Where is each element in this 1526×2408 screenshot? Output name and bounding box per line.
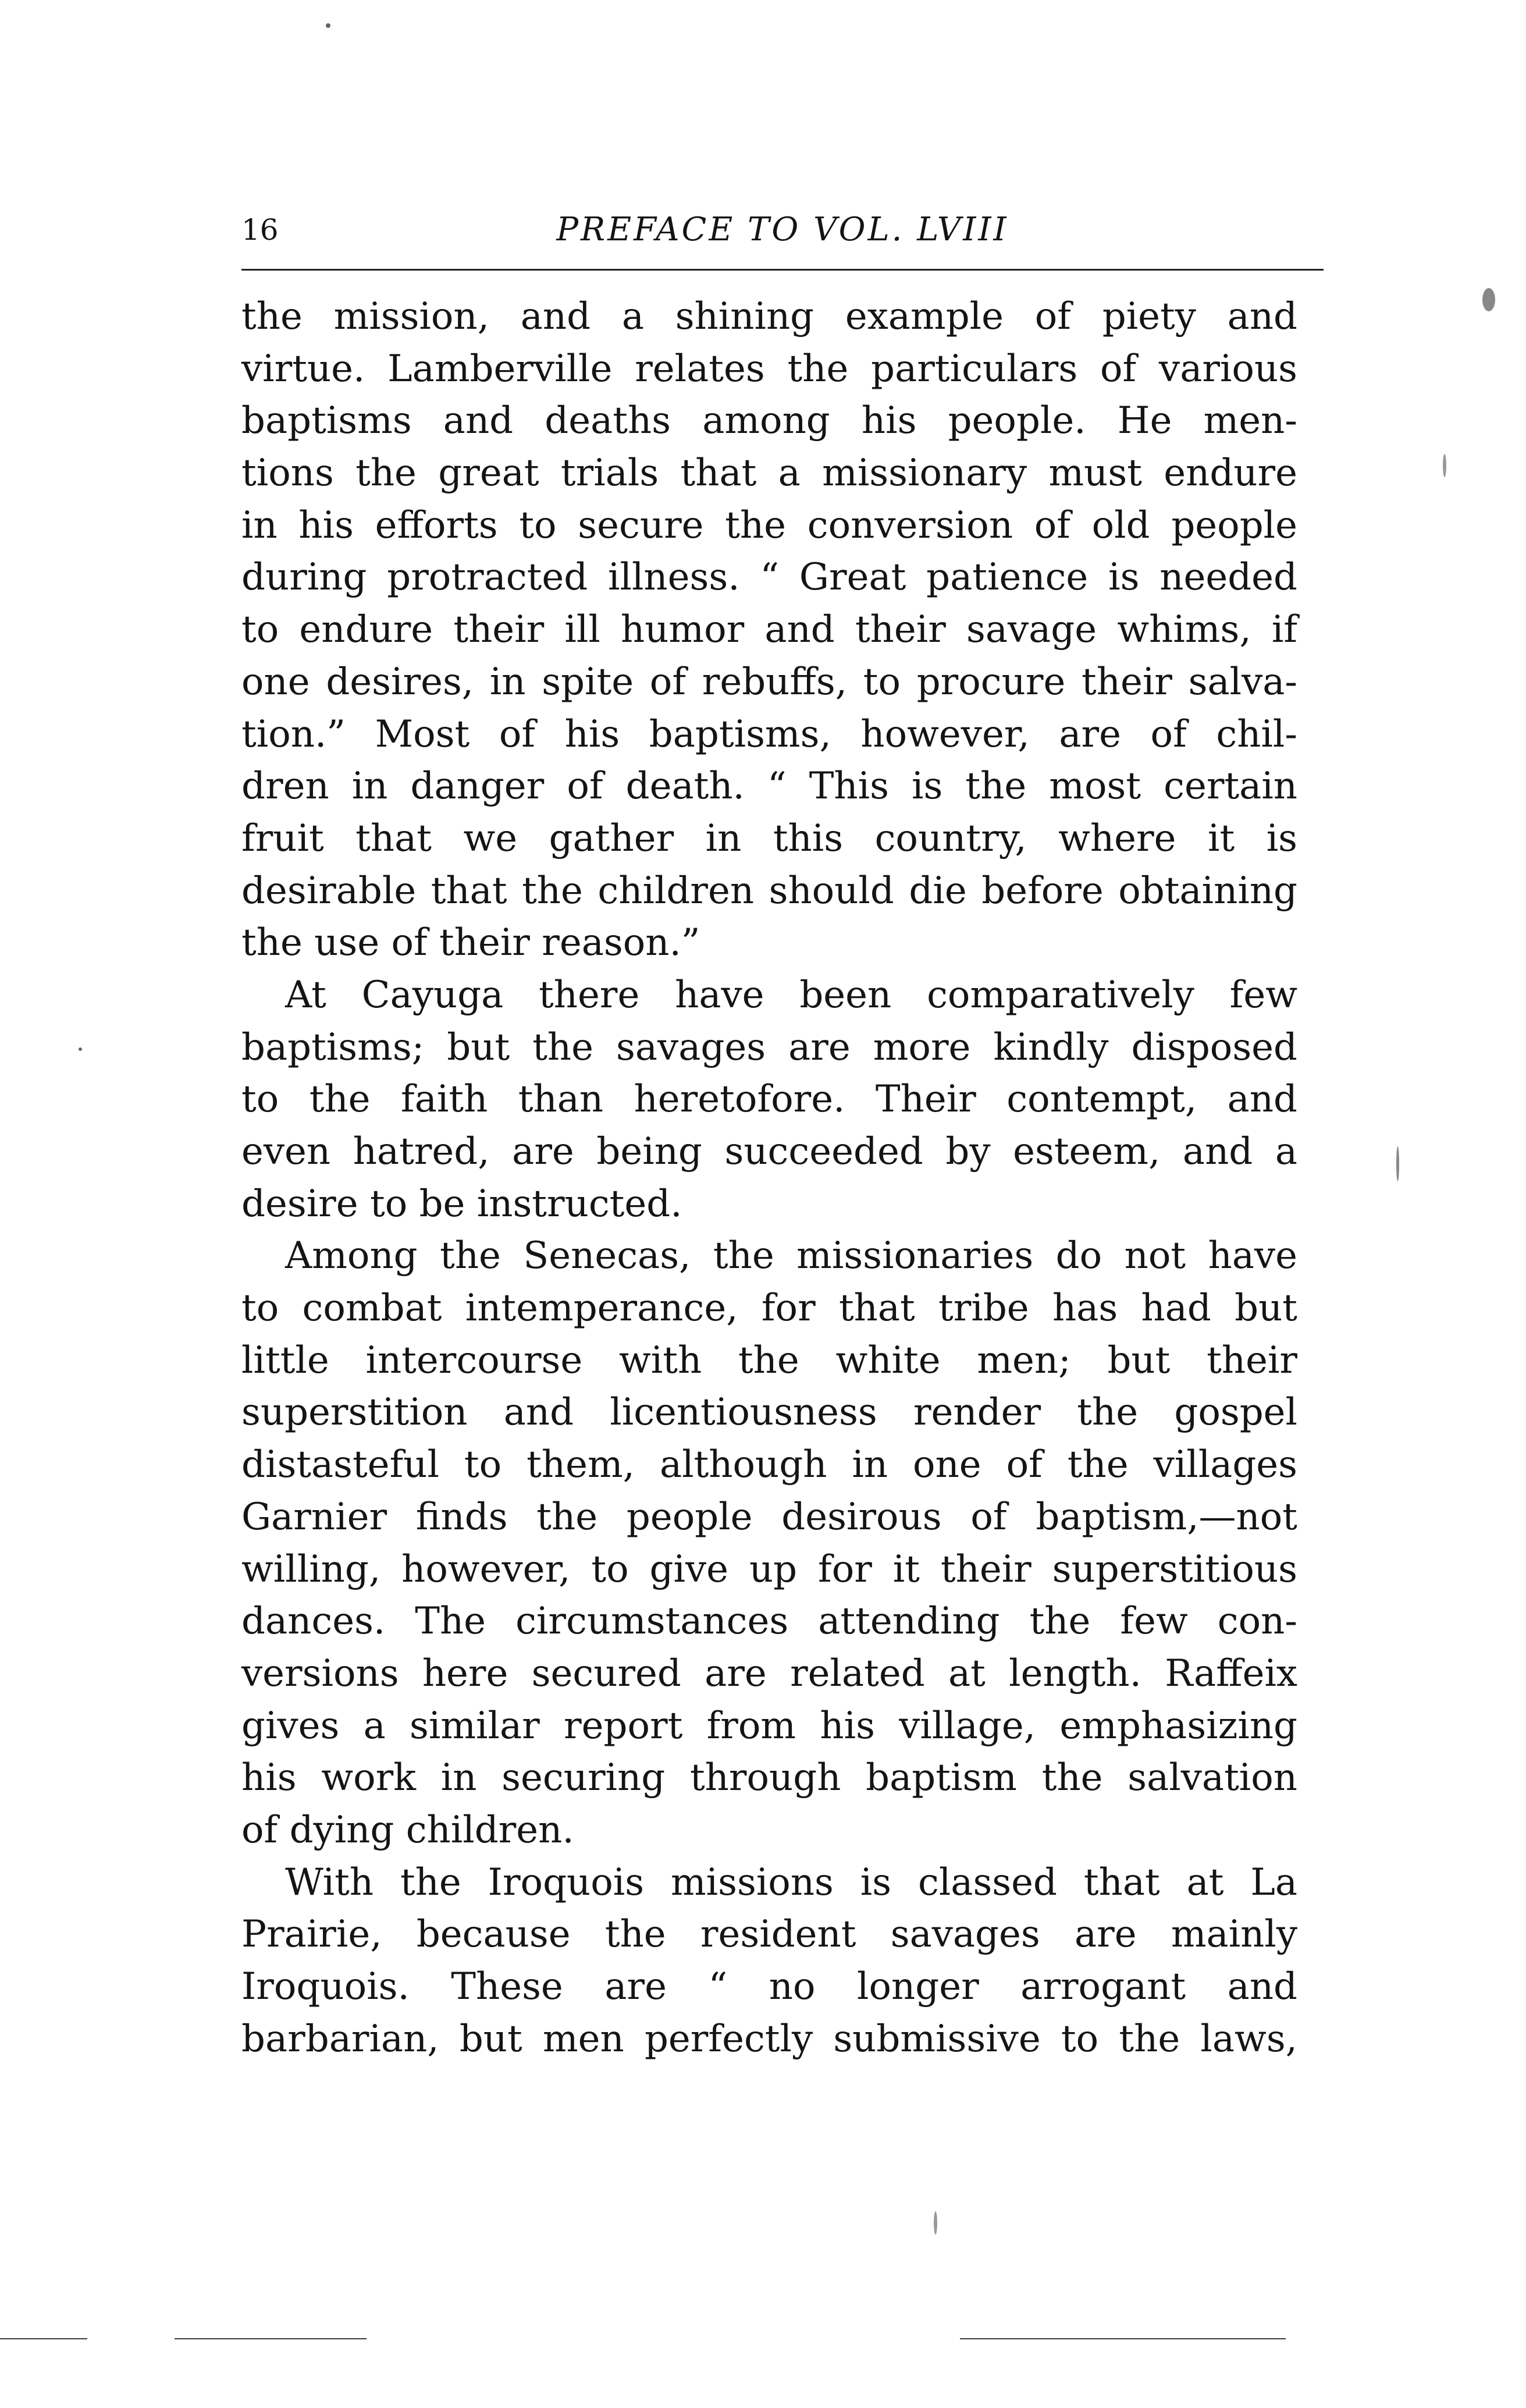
scan-speck	[79, 1047, 82, 1051]
scan-speck	[1443, 454, 1446, 477]
text-line: barbarian, but men perfectly submissive to the laws,	[241, 2017, 1297, 2061]
text-line: Garnier finds the people desirous of baptism,—not	[241, 1495, 1297, 1539]
text-line: to combat intemperance, for that tribe has had but	[241, 1287, 1297, 1330]
scan-speck	[1396, 1146, 1399, 1181]
text-line: of dying children.	[241, 1808, 574, 1852]
text-line: to the faith than heretofore. Their contempt, and	[241, 1078, 1297, 1121]
text-line: virtue. Lamberville relates the particulars of various	[241, 347, 1297, 390]
text-line: fruit that we gather in this country, where it is	[241, 816, 1297, 860]
paragraph	[241, 1230, 1297, 1856]
text-line: gives a similar report from his village, emphasizing	[241, 1704, 1297, 1748]
text-line: even hatred, are being succeeded by esteem, and a	[241, 1130, 1297, 1173]
text-line: little intercourse with the white men; but their	[241, 1338, 1297, 1382]
paragraph	[241, 969, 1297, 1230]
text-line: in his efforts to secure the conversion of old people	[241, 503, 1297, 547]
scan-rule	[960, 2338, 1286, 2339]
text-line: tions the great trials that a missionary must endure	[241, 452, 1297, 495]
scan-rule	[175, 2338, 367, 2339]
text-line: one desires, in spite of rebuffs, to procure their salva-	[241, 660, 1297, 704]
text-line: versions here secured are related at length. Raffeix	[241, 1651, 1297, 1695]
text-line: Iroquois. These are “ no longer arrogant and	[241, 1965, 1297, 2008]
text-line: the use of their reason.”	[241, 921, 700, 965]
scan-speck	[934, 2211, 937, 2235]
text-line: distasteful to them, although in one of the villages	[241, 1443, 1297, 1487]
text-line: to endure their ill humor and their savage whims, if	[241, 608, 1297, 652]
text-line: desirable that the children should die before obtaining	[241, 869, 1297, 912]
text-line: Prairie, because the resident savages are mainly	[241, 1913, 1297, 1956]
paragraph	[241, 291, 1297, 969]
text-line: With the Iroquois missions is classed that at La	[285, 1860, 1297, 1904]
text-line: tion.” Most of his baptisms, however, are of chil-	[241, 712, 1297, 756]
text-line: dances. The circumstances attending the few con-	[241, 1600, 1297, 1643]
text-line: dren in danger of death. “ This is the most certain	[241, 765, 1297, 808]
text-line: willing, however, to give up for it their superstitious	[241, 1547, 1297, 1591]
text-line: superstition and licentiousness render the gospel	[241, 1391, 1297, 1434]
text-line: his work in securing through baptism the salvation	[241, 1756, 1297, 1800]
text-line: baptisms; but the savages are more kindly disposed	[241, 1025, 1297, 1069]
text-line: baptisms and deaths among his people. He men-	[241, 399, 1297, 443]
text-line: Among the Senecas, the missionaries do not have	[285, 1234, 1297, 1278]
scan-speck	[1482, 288, 1495, 311]
header-rule	[241, 269, 1324, 271]
running-title: PREFACE TO VOL. LVIII	[556, 211, 1009, 248]
page-header	[241, 204, 1324, 259]
scan-rule	[0, 2338, 87, 2339]
text-line: At Cayuga there have been comparatively few	[285, 973, 1297, 1017]
text-line: during protracted illness. “ Great patience is needed	[241, 556, 1297, 599]
scan-speck	[326, 23, 330, 28]
body-text	[241, 291, 1297, 2065]
text-line: desire to be instructed.	[241, 1182, 682, 1226]
paragraph	[241, 1857, 1297, 2066]
page-number: 16	[241, 213, 279, 247]
text-line: the mission, and a shining example of piety and	[241, 295, 1297, 338]
